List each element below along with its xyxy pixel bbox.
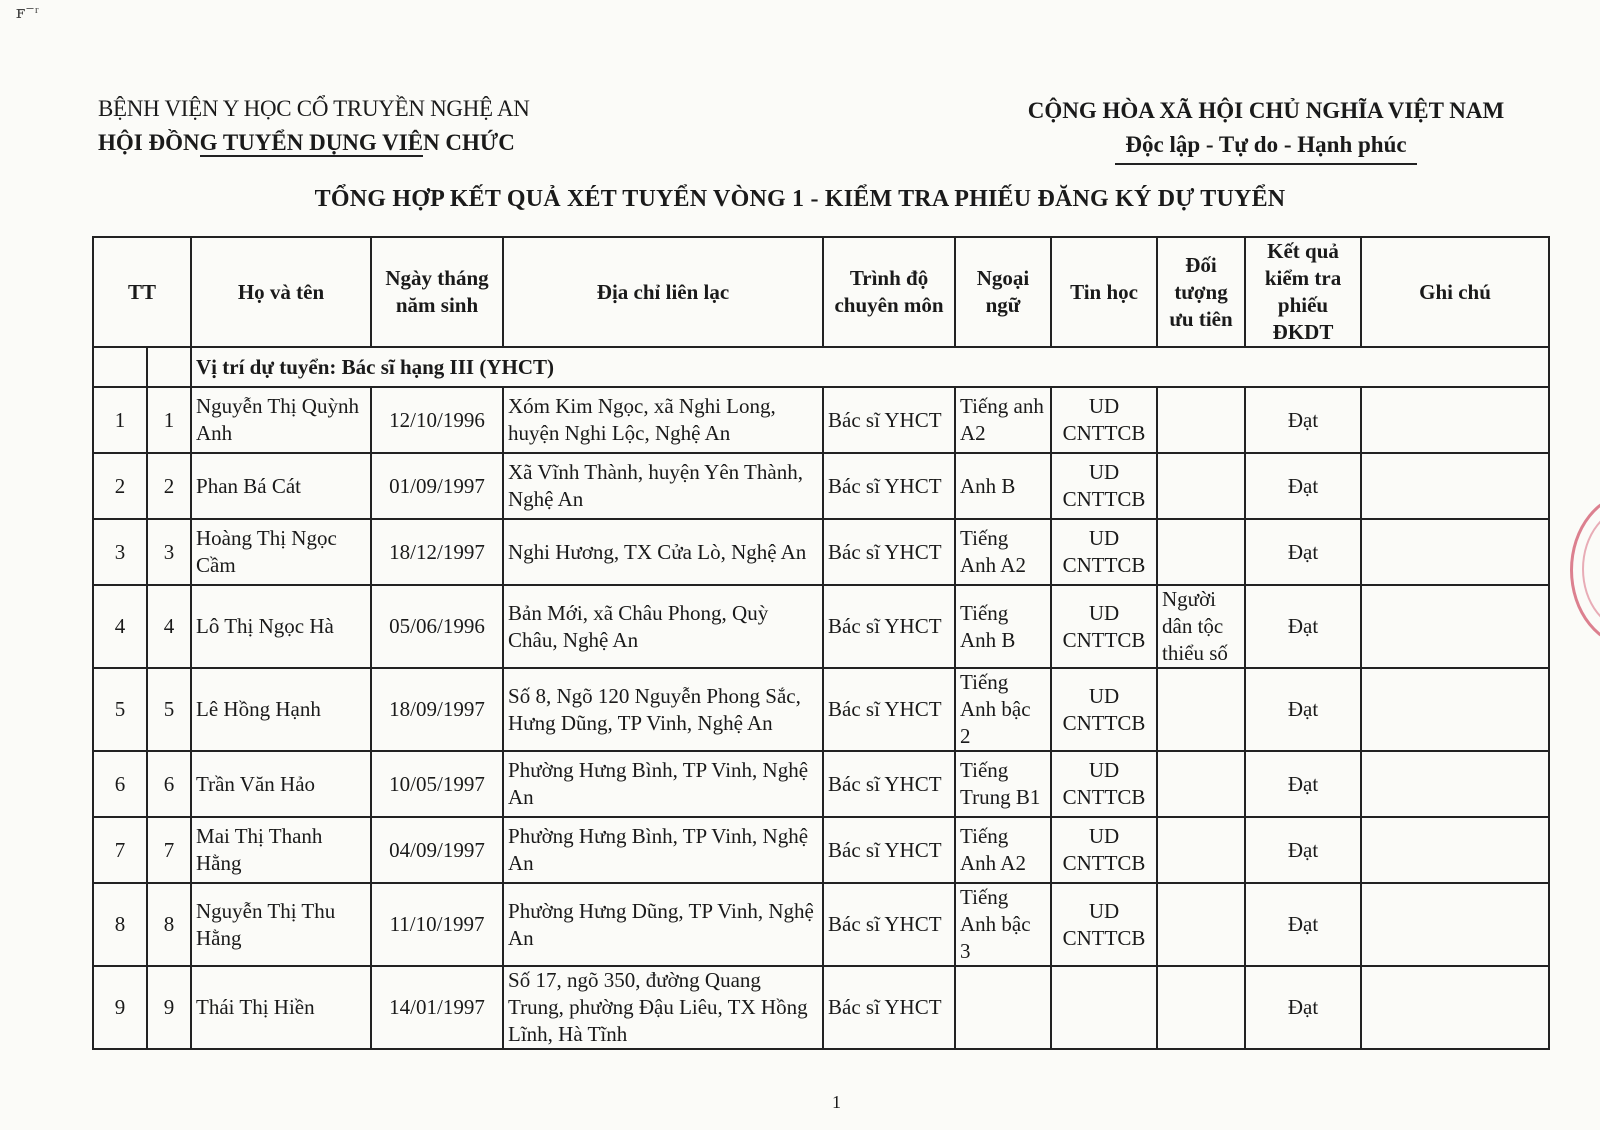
cell-language: Tiếng Anh bậc 2: [955, 668, 1051, 751]
cell-priority: Người dân tộc thiểu số: [1157, 585, 1245, 668]
table-row: [93, 817, 1549, 883]
cell-result: Đạt: [1245, 519, 1361, 585]
cell-language: Tiếng Anh A2: [955, 519, 1051, 585]
cell-note: [1361, 585, 1549, 668]
cell-priority: [1157, 751, 1245, 817]
cell-dob: 11/10/1997: [371, 883, 503, 966]
cell-note: [1361, 387, 1549, 453]
cell-qualification: Bác sĩ YHCT: [823, 453, 955, 519]
cell-language: Tiếng Anh A2: [955, 817, 1051, 883]
cell-tt-position: 2: [147, 453, 191, 519]
table-row: [93, 966, 1549, 1049]
council-name-underlined: G TUYỂN DỤNG VIÊ: [199, 130, 424, 155]
col-header-tt: TT: [93, 237, 191, 347]
cell-it: UD CNTTCB: [1051, 883, 1157, 966]
cell-result: Đạt: [1245, 817, 1361, 883]
cell-qualification: Bác sĩ YHCT: [823, 668, 955, 751]
cell-tt-order: 1: [93, 387, 147, 453]
cell-note: [1361, 817, 1549, 883]
cell-tt-position: 8: [147, 883, 191, 966]
cell-dob: 18/09/1997: [371, 668, 503, 751]
cell-address: Xã Vĩnh Thành, huyện Yên Thành, Nghệ An: [503, 453, 823, 519]
table-row: [93, 519, 1549, 585]
cell-name: Phan Bá Cát: [191, 453, 371, 519]
cell-note: [1361, 751, 1549, 817]
col-header-priority: Đối tượng ưu tiên: [1157, 237, 1245, 347]
cell-language: Tiếng anh A2: [955, 387, 1051, 453]
section-tt1: [93, 347, 147, 387]
col-header-address: Địa chỉ liên lạc: [503, 237, 823, 347]
cell-it: UD CNTTCB: [1051, 817, 1157, 883]
cell-qualification: Bác sĩ YHCT: [823, 966, 955, 1049]
cell-it: [1051, 966, 1157, 1049]
cell-result: Đạt: [1245, 453, 1361, 519]
page-number: 1: [832, 1092, 841, 1112]
cell-it: UD CNTTCB: [1051, 387, 1157, 453]
cell-name: Nguyễn Thị Thu Hằng: [191, 883, 371, 966]
cell-result: Đạt: [1245, 668, 1361, 751]
cell-result: Đạt: [1245, 883, 1361, 966]
cell-it: UD CNTTCB: [1051, 668, 1157, 751]
section-row: [93, 347, 1549, 387]
table-row: [93, 668, 1549, 751]
cell-tt-order: 6: [93, 751, 147, 817]
cell-dob: 04/09/1997: [371, 817, 503, 883]
cell-address: Xóm Kim Ngọc, xã Nghi Long, huyện Nghi Lộc, Nghệ An: [503, 387, 823, 453]
cell-tt-order: 8: [93, 883, 147, 966]
cell-note: [1361, 519, 1549, 585]
country-name: CỘNG HÒA XÃ HỘI CHỦ NGHĨA VIỆT NAM: [1027, 98, 1505, 123]
cell-address: Số 17, ngõ 350, đường Quang Trung, phường Đậu Liêu, TX Hồng Lĩnh, Hà Tĩnh: [503, 966, 823, 1049]
cell-priority: [1157, 883, 1245, 966]
cell-dob: 01/09/1997: [371, 453, 503, 519]
cell-tt-order: 9: [93, 966, 147, 1049]
cell-dob: 12/10/1996: [371, 387, 503, 453]
cell-it: UD CNTTCB: [1051, 751, 1157, 817]
cell-tt-position: 3: [147, 519, 191, 585]
cell-language: [955, 966, 1051, 1049]
table-row: [93, 883, 1549, 966]
cell-priority: [1157, 387, 1245, 453]
cell-name: Nguyễn Thị Quỳnh Anh: [191, 387, 371, 453]
col-header-qualification: Trình độ chuyên môn: [823, 237, 955, 347]
cell-tt-position: 6: [147, 751, 191, 817]
cell-qualification: Bác sĩ YHCT: [823, 519, 955, 585]
cell-note: [1361, 453, 1549, 519]
cell-priority: [1157, 817, 1245, 883]
cell-address: Nghi Hương, TX Cửa Lò, Nghệ An: [503, 519, 823, 585]
council-name: HỘI ĐỒNG TUYỂN DỤNG VIÊN CHỨC: [98, 130, 515, 155]
cell-result: Đạt: [1245, 387, 1361, 453]
cell-qualification: Bác sĩ YHCT: [823, 817, 955, 883]
cell-tt-position: 7: [147, 817, 191, 883]
cell-language: Anh B: [955, 453, 1051, 519]
table-row: [93, 453, 1549, 519]
section-tt2: [147, 347, 191, 387]
cell-name: Lê Hồng Hạnh: [191, 668, 371, 751]
cell-tt-position: 5: [147, 668, 191, 751]
cell-qualification: Bác sĩ YHCT: [823, 751, 955, 817]
position-label: Vị trí dự tuyển: Bác sĩ hạng III (YHCT): [191, 347, 1549, 387]
col-header-note: Ghi chú: [1361, 237, 1549, 347]
cell-result: Đạt: [1245, 585, 1361, 668]
cell-it: UD CNTTCB: [1051, 585, 1157, 668]
cell-result: Đạt: [1245, 751, 1361, 817]
cell-address: Phường Hưng Bình, TP Vinh, Nghệ An: [503, 751, 823, 817]
cell-tt-position: 1: [147, 387, 191, 453]
cell-name: Mai Thị Thanh Hằng: [191, 817, 371, 883]
cell-priority: [1157, 668, 1245, 751]
cell-note: [1361, 883, 1549, 966]
table-header-row: [93, 237, 1549, 347]
table-row: [93, 387, 1549, 453]
cell-tt-order: 5: [93, 668, 147, 751]
cell-tt-position: 9: [147, 966, 191, 1049]
col-header-name: Họ và tên: [191, 237, 371, 347]
cell-address: Phường Hưng Bình, TP Vinh, Nghệ An: [503, 817, 823, 883]
cell-tt-order: 2: [93, 453, 147, 519]
col-header-result: Kết quả kiểm tra phiếu ĐKDT: [1245, 237, 1361, 347]
national-heading: [1004, 94, 1528, 165]
table-row: [93, 585, 1549, 668]
issuing-organization: [98, 92, 530, 160]
cell-priority: [1157, 519, 1245, 585]
cell-address: Phường Hưng Dũng, TP Vinh, Nghệ An: [503, 883, 823, 966]
cell-result: Đạt: [1245, 966, 1361, 1049]
cell-language: Tiếng Trung B1: [955, 751, 1051, 817]
scan-mark: ꜰ⁻ʳ: [16, 2, 39, 22]
table-row: [93, 751, 1549, 817]
cell-name: Lô Thị Ngọc Hà: [191, 585, 371, 668]
cell-tt-order: 4: [93, 585, 147, 668]
hospital-name: BỆNH VIỆN Y HỌC CỔ TRUYỀN NGHỆ AN: [98, 96, 530, 121]
cell-note: [1361, 966, 1549, 1049]
document-title: TỔNG HỢP KẾT QUẢ XÉT TUYỂN VÒNG 1 - KIỂM TRA PHIẾU ĐĂNG KÝ DỰ TUYỂN: [314, 186, 1286, 212]
cell-priority: [1157, 453, 1245, 519]
cell-address: Số 8, Ngõ 120 Nguyễn Phong Sắc, Hưng Dũng, TP Vinh, Nghệ An: [503, 668, 823, 751]
cell-dob: 05/06/1996: [371, 585, 503, 668]
cell-dob: 18/12/1997: [371, 519, 503, 585]
cell-tt-position: 4: [147, 585, 191, 668]
cell-tt-order: 3: [93, 519, 147, 585]
cell-tt-order: 7: [93, 817, 147, 883]
cell-qualification: Bác sĩ YHCT: [823, 883, 955, 966]
cell-qualification: Bác sĩ YHCT: [823, 585, 955, 668]
cell-language: Tiếng Anh bậc 3: [955, 883, 1051, 966]
cell-language: Tiếng Anh B: [955, 585, 1051, 668]
cell-name: Hoàng Thị Ngọc Cầm: [191, 519, 371, 585]
cell-it: UD CNTTCB: [1051, 453, 1157, 519]
col-header-dob: Ngày tháng năm sinh: [371, 237, 503, 347]
cell-qualification: Bác sĩ YHCT: [823, 387, 955, 453]
col-header-it: Tin học: [1051, 237, 1157, 347]
cell-note: [1361, 668, 1549, 751]
cell-dob: 10/05/1997: [371, 751, 503, 817]
table-body: [93, 347, 1549, 1049]
results-table: [92, 236, 1550, 1050]
cell-name: Trần Văn Hảo: [191, 751, 371, 817]
cell-address: Bản Mới, xã Châu Phong, Quỳ Châu, Nghệ An: [503, 585, 823, 668]
cell-it: UD CNTTCB: [1051, 519, 1157, 585]
motto: Độc lập - Tự do - Hạnh phúc: [1115, 128, 1416, 165]
cell-dob: 14/01/1997: [371, 966, 503, 1049]
cell-priority: [1157, 966, 1245, 1049]
cell-name: Thái Thị Hiền: [191, 966, 371, 1049]
col-header-language: Ngoại ngữ: [955, 237, 1051, 347]
